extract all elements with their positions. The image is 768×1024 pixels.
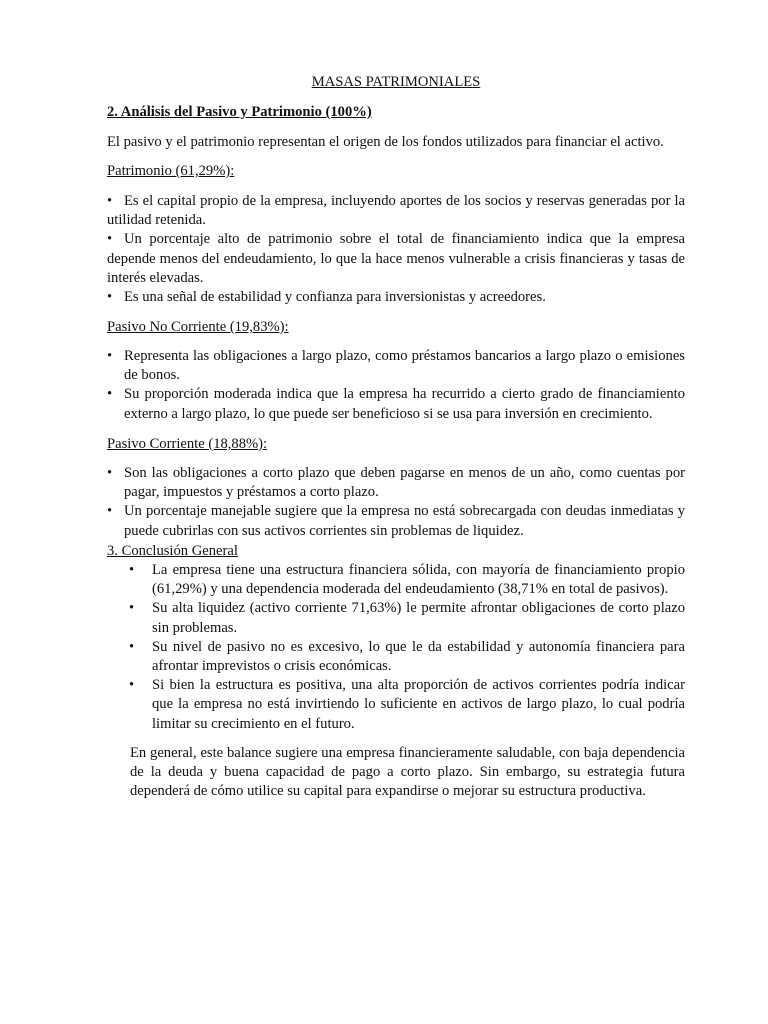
list-item: • Son las obligaciones a corto plazo que deben pagarse en menos de un año, como cuentas por pagar, impuestos y préstamos a corto plazo.	[107, 465, 685, 501]
conclusion-list	[129, 561, 685, 734]
pasivo-corriente-heading: Pasivo Corriente (18,88%):	[107, 436, 268, 452]
bullet-icon: •	[129, 562, 135, 578]
bullet-icon: •	[107, 231, 113, 248]
pasivo-no-corriente-list	[107, 347, 685, 424]
list-item: • Es el capital propio de la empresa, incluyendo aportes de los socios y reservas generadas por la utilidad retenida.	[107, 193, 685, 229]
list-item: • La empresa tiene una estructura financiera sólida, con mayoría de financiamiento propio (61,29%) y una dependencia moderada del endeudamiento (38,71% en total de pasivos).	[129, 562, 685, 598]
pasivo-no-corriente-heading: Pasivo No Corriente (19,83%):	[107, 319, 289, 335]
intro-paragraph: El pasivo y el patrimonio representan el origen de los fondos utilizados para financiar el activo.	[107, 134, 664, 150]
document-title: MASAS PATRIMONIALES	[311, 74, 481, 90]
patrimonio-heading: Patrimonio (61,29%):	[107, 163, 235, 179]
bullet-icon: •	[107, 348, 113, 364]
conclusion-heading: 3. Conclusión General	[107, 543, 238, 559]
final-paragraph: En general, este balance sugiere una empresa financieramente saludable, con baja dependencia de la deuda y buena capacidad de pago a corto plazo. Sin embargo, su estrategia futura dependerá de cómo utilice su capital para expandirse o mejorar su estructura productiva.	[130, 745, 685, 800]
bullet-icon: •	[107, 386, 113, 403]
bullet-icon: •	[107, 465, 113, 481]
list-item: • Su alta liquidez (activo corriente 71,63%) le permite afrontar obligaciones de corto plazo sin problemas.	[129, 600, 685, 636]
list-item: • Un porcentaje alto de patrimonio sobre el total de financiamiento indica que la empresa depende menos del endeudamiento, lo que la hace menos vulnerable a crisis financieras y tasas de interés elevadas.	[107, 231, 685, 286]
list-item: • Un porcentaje manejable sugiere que la empresa no está sobrecargada con deudas inmediatas y puede cubrirlas con sus activos corrientes sin problemas de liquidez.	[107, 503, 685, 539]
patrimonio-list	[107, 192, 685, 307]
list-item: • Si bien la estructura es positiva, una alta proporción de activos corrientes podría indicar que la empresa no está invirtiendo lo suficiente en activos de largo plazo, lo cual podría limitar su crecimiento en el futuro.	[129, 677, 685, 732]
bullet-icon: •	[129, 600, 135, 617]
bullet-icon: •	[107, 193, 113, 209]
bullet-icon: •	[129, 638, 135, 655]
bullet-icon: •	[107, 503, 113, 520]
bullet-icon: •	[129, 677, 135, 694]
list-item: • Representa las obligaciones a largo plazo, como préstamos bancarios a largo plazo o emisiones de bonos.	[107, 348, 685, 384]
pasivo-corriente-list	[107, 464, 685, 541]
bullet-icon: •	[107, 289, 113, 306]
list-item: • Es una señal de estabilidad y confianza para inversionistas y acreedores.	[107, 288, 685, 307]
list-item: • Su proporción moderada indica que la empresa ha recurrido a cierto grado de financiamiento externo a largo plazo, lo que puede ser beneficioso si se usa para inversión en crecimiento.	[107, 386, 685, 422]
list-item: • Su nivel de pasivo no es excesivo, lo que le da estabilidad y autonomía financiera para afrontar imprevistos o crisis económicas.	[129, 638, 685, 675]
section-heading-analisis: 2. Análisis del Pasivo y Patrimonio (100%)	[107, 104, 372, 120]
